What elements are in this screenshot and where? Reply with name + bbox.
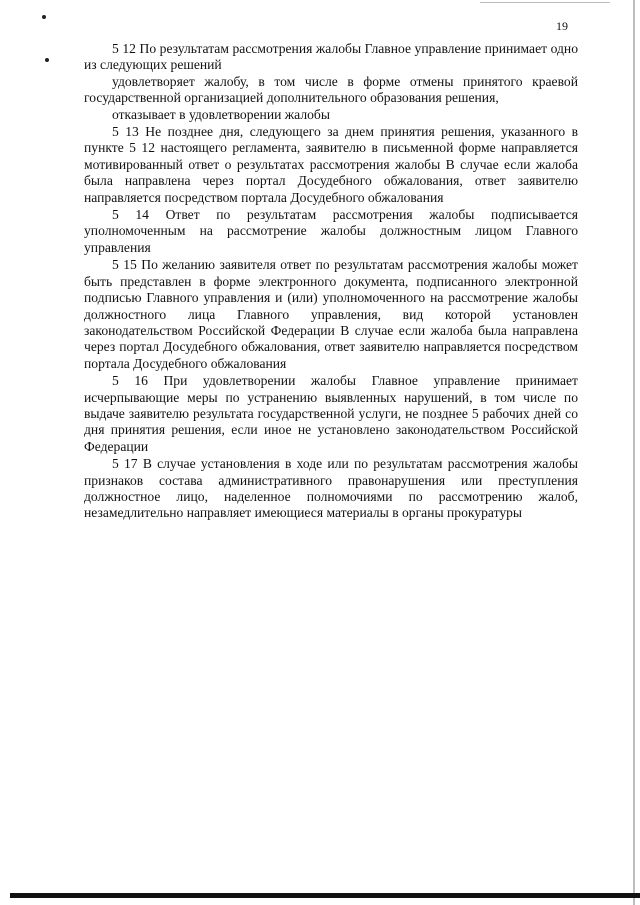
page-number: 19 [556,19,568,33]
paragraph-5-12-option-2: отказывает в удовлетворении жалобы [112,106,330,122]
document-body [84,41,578,522]
paragraph-5-12-option-1: удовлетворяет жалобу, в том числе в форме отмены принятого краевой государственной организацией дополнительного образования решения, [84,73,578,106]
paragraph-5-17: 5 17 В случае установления в ходе или по результатам рассмотрения жалобы признаков состава административного правонарушения или преступления должностное лицо, наделенное полномочиями по рассмотрению жалоб, незамедлительно направляет имеющиеся материалы в органы прокуратуры [84,456,578,521]
paragraph-5-16: 5 16 При удовлетворении жалобы Главное управление принимает исчерпывающие меры по устранению выявленных нарушений, в том числе по выдаче заявителю результата государственной услуги, не позднее 5 рабочих дней со дня принятия решения, если иное не установлено законодательством Российской Федерации [84,373,578,454]
scan-bottom-bar [10,893,640,898]
scan-speck [45,58,49,62]
paragraph-5-12: 5 12 По результатам рассмотрения жалобы Главное управление принимает одно из следующих решений [84,41,578,73]
paragraph-5-13: 5 13 Не позднее дня, следующего за днем принятия решения, указанного в пункте 5 12 настоящего регламента, заявителю в письменной форме направляется мотивированный ответ о результатах рассмотрения жалобы В случае если жалоба была направлена через портал Досудебного обжалования, ответ заявителю направляется посредством портала Досудебного обжалования [84,124,578,205]
scan-speck [42,15,46,19]
paragraph-5-15: 5 15 По желанию заявителя ответ по результатам рассмотрения жалобы может быть представлен в форме электронного документа, подписанного электронной подписью Главного управления и (или) уполномоченного на рассмотрение жалобы должностного лица Главного управления, вид которой установлен законодательством Российской Федерации В случае если жалоба была направлена через портал Досудебного обжалования, ответ заявителю направляется посредством портала Досудебного обжалования [84,257,578,371]
scan-right-edge [633,0,635,905]
paragraph-5-14: 5 14 Ответ по результатам рассмотрения жалобы подписывается уполномоченным на рассмотрение жалобы должностным лицом Главного управления [84,207,578,255]
scan-top-line [480,2,610,3]
